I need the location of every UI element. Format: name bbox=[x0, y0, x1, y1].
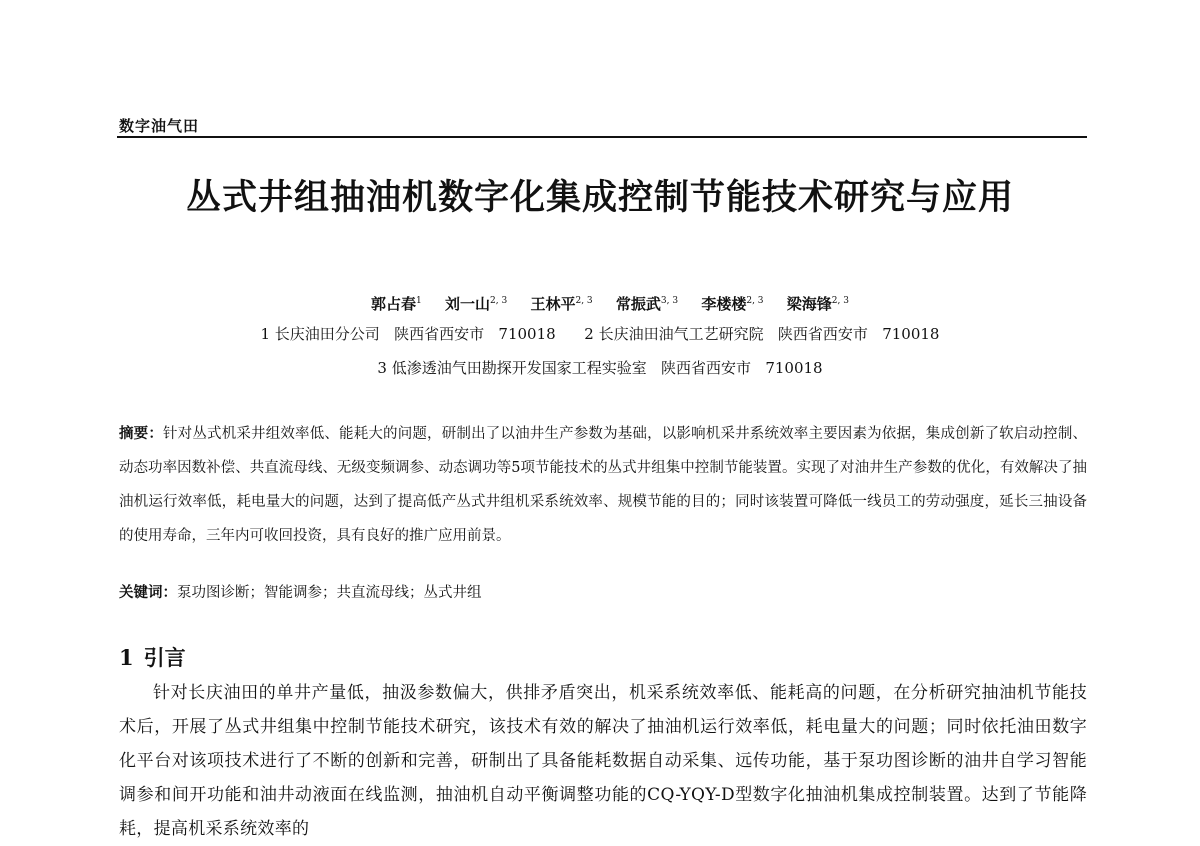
author-name: 王林平 bbox=[530, 295, 576, 313]
author-affil-mark: 1 bbox=[416, 296, 422, 306]
running-head: 数字油气田 bbox=[119, 117, 200, 135]
author-name: 郭占春 bbox=[371, 295, 417, 313]
author-affil-mark: 2, 3 bbox=[575, 296, 593, 306]
paper-title: 丛式井组抽油机数字化集成控制节能技术研究与应用 bbox=[185, 177, 1014, 218]
author-name: 常振武 bbox=[615, 295, 661, 313]
author-list bbox=[0, 289, 1200, 316]
author-name: 梁海锋 bbox=[786, 295, 832, 313]
abstract-text: 针对丛式机采井组效率低、能耗大的问题，研制出了以油井生产参数为基础，以影响机采井系统效率主要因素为依据，集成创新了软启动控制、动态功率因数补偿、共直流母线、无级变频调参、动态调功等5项节能技术的丛式井组集中控制节能装置。实现了对油井生产参数的优化，有效解决了抽油机运行效率低，耗电量大的问题，达到了提高低产丛式井组机采系统效率、规模节能的目的；同时该装置可降低一线员工的劳动强度，延长三抽设备的使用寿命，三年内可收回投资，具有良好的推广应用前景。 bbox=[119, 426, 1088, 544]
author bbox=[371, 295, 422, 313]
abstract-label: 摘要： bbox=[119, 425, 164, 442]
author-affil-mark: 2, 3 bbox=[746, 296, 764, 306]
author-affil-mark: 3, 3 bbox=[660, 296, 679, 306]
author-affil-mark: 2, 3 bbox=[490, 296, 508, 306]
body-paragraph: 针对长庆油田的单井产量低，抽汲参数偏大，供排矛盾突出，机采系统效率低、能耗高的问题，在分析研究抽油机节能技术后，开展了丛式井组集中控制节能技术研究，该技术有效的解决了抽油机运行效率低，耗电量大的问题；同时依托油田数字化平台对该项技术进行了不断的创新和完善，研制出了具备能耗数据自动采集、远传功能，基于泵功图诊断的油井自学习智能调参和间开功能和油井动液面在线监测，抽油机自动平衡调整功能的CQ-YQY-D型数字化抽油机集成控制装置。达到了节能降耗，提高机采系统效率的 bbox=[119, 683, 1087, 839]
section-title: 引言 bbox=[143, 645, 186, 670]
header-rule bbox=[117, 136, 1087, 138]
author bbox=[445, 295, 507, 313]
abstract bbox=[119, 417, 1087, 553]
author bbox=[616, 295, 678, 313]
author bbox=[701, 295, 763, 313]
author bbox=[530, 295, 592, 313]
author bbox=[787, 295, 849, 313]
section-number: 1 bbox=[119, 645, 134, 670]
author-name: 刘一山 bbox=[445, 295, 491, 313]
keywords bbox=[119, 580, 1087, 606]
author-name: 李楼楼 bbox=[701, 295, 747, 313]
section-heading bbox=[119, 643, 186, 673]
affiliation-line: 3 低渗透油气田勘探开发国家工程实验室 陕西省西安市 710018 bbox=[377, 359, 823, 377]
author-affil-mark: 2, 3 bbox=[831, 296, 849, 306]
affiliation-line: 1 长庆油田分公司 陕西省西安市 710018 2 长庆油田油气工艺研究院 陕西省西安市 710018 bbox=[260, 325, 940, 343]
keywords-text: 泵功图诊断；智能调参；共直流母线；丛式井组 bbox=[177, 585, 482, 601]
keywords-label: 关键词： bbox=[119, 584, 177, 601]
